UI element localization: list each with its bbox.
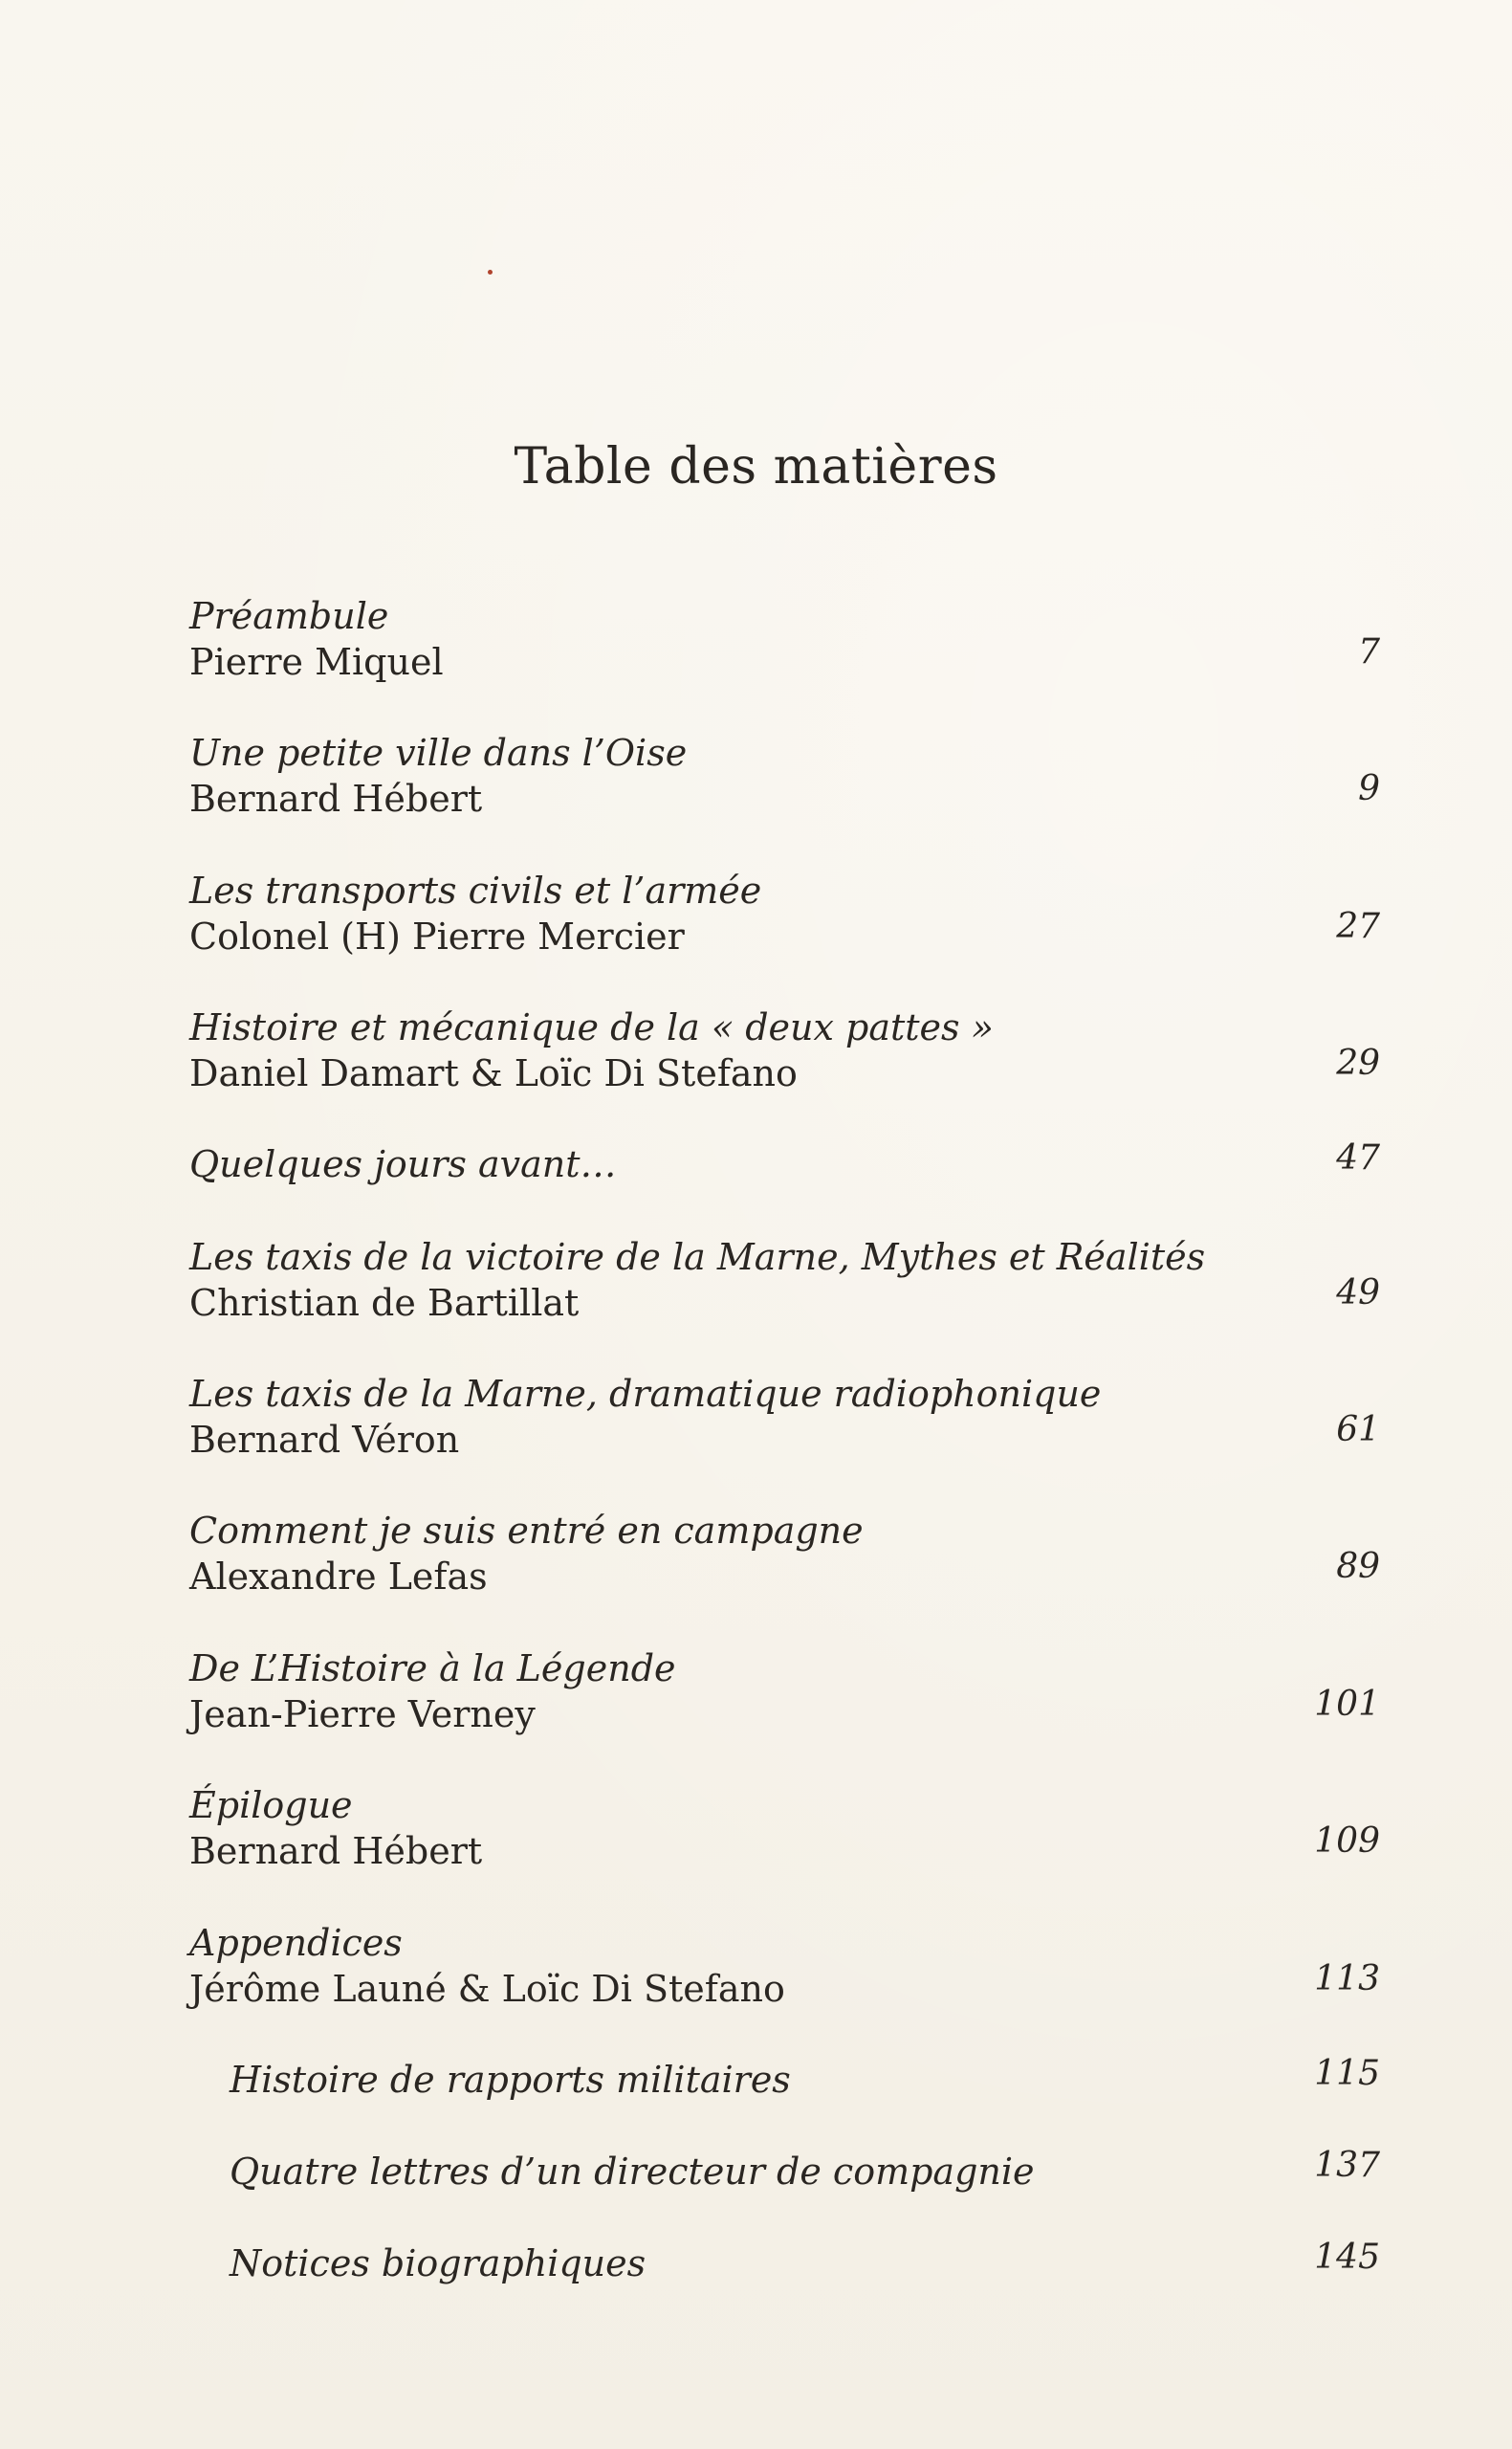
toc-entry-histoire-legende [189,1645,1380,1737]
entry-author: Colonel (H) Pierre Mercier [189,916,685,958]
entry-page-number: 29 [1336,1044,1380,1083]
ink-speck [488,270,493,275]
entry-page-number: 61 [1336,1410,1380,1449]
entry-author: Jérôme Launé & Loïc Di Stefano [189,1968,785,2010]
entry-author: Christian de Bartillat [189,1282,580,1324]
subentry-page-number: 145 [1314,2238,1380,2277]
entry-author: Pierre Miquel [189,641,444,683]
toc-entry-taxis-victoire [189,1234,1380,1326]
toc-entry-entre-en-campagne [189,1508,1380,1600]
entry-page-number: 49 [1336,1273,1380,1313]
entry-heading: De L’Histoire à la Légende [189,1647,676,1689]
entry-page-number: 109 [1314,1821,1380,1861]
entry-author: Bernard Hébert [189,1830,483,1872]
entry-heading: Une petite ville dans l’Oise [189,732,688,774]
entry-page-number: 89 [1336,1547,1380,1586]
subentry-heading: Histoire de rapports militaires [230,2059,791,2101]
subentry-heading: Notices biographiques [230,2242,646,2284]
toc-entry-appendices [189,1920,1380,2012]
subentry-heading: Quatre lettres d’un directeur de compagnie [230,2151,1035,2193]
entry-page-number: 7 [1358,632,1380,672]
toc-entry-une-petite-ville [189,730,1380,822]
entry-page-number: 101 [1314,1685,1380,1724]
entry-heading: Appendices [189,1922,403,1964]
entry-author: Bernard Hébert [189,778,483,820]
entry-author: Jean-Pierre Verney [189,1693,536,1735]
entry-heading: Quelques jours avant… [189,1143,617,1185]
entry-heading: Les taxis de la victoire de la Marne, Mythes et Réalités [189,1236,1206,1278]
toc-entry-dramatique-radiophonique [189,1371,1380,1463]
entry-page-number: 47 [1336,1138,1380,1178]
entry-author: Bernard Véron [189,1419,460,1461]
entry-page-number: 9 [1358,769,1380,808]
toc-entry-preambule [189,593,1380,685]
toc-entry-epilogue [189,1782,1380,1874]
entry-heading: Les taxis de la Marne, dramatique radiophonique [189,1373,1102,1415]
entry-heading: Préambule [189,595,389,637]
entry-heading: Les transports civils et l’armée [189,870,762,912]
toc-entry-transports-civils [189,868,1380,960]
entry-page-number: 113 [1314,1959,1380,1998]
toc-subentry-notices-biographiques [230,2240,1380,2286]
toc-entry-histoire-mecanique [189,1004,1380,1096]
entry-heading: Comment je suis entré en campagne [189,1510,864,1552]
toc-entry-quelques-jours [189,1138,1380,1187]
subentry-page-number: 137 [1314,2146,1380,2185]
entry-heading: Épilogue [189,1784,353,1826]
entry-heading: Histoire et mécanique de la « deux pattes » [189,1006,994,1048]
entry-author: Daniel Damart & Loïc Di Stefano [189,1052,798,1094]
entry-author: Alexandre Lefas [189,1555,488,1598]
page-title: Table des matières [514,438,998,496]
toc-subentry-rapports-militaires [230,2054,1380,2103]
subentry-page-number: 115 [1314,2054,1380,2093]
toc-subentry-quatre-lettres [230,2146,1380,2195]
entry-page-number: 27 [1336,907,1380,946]
